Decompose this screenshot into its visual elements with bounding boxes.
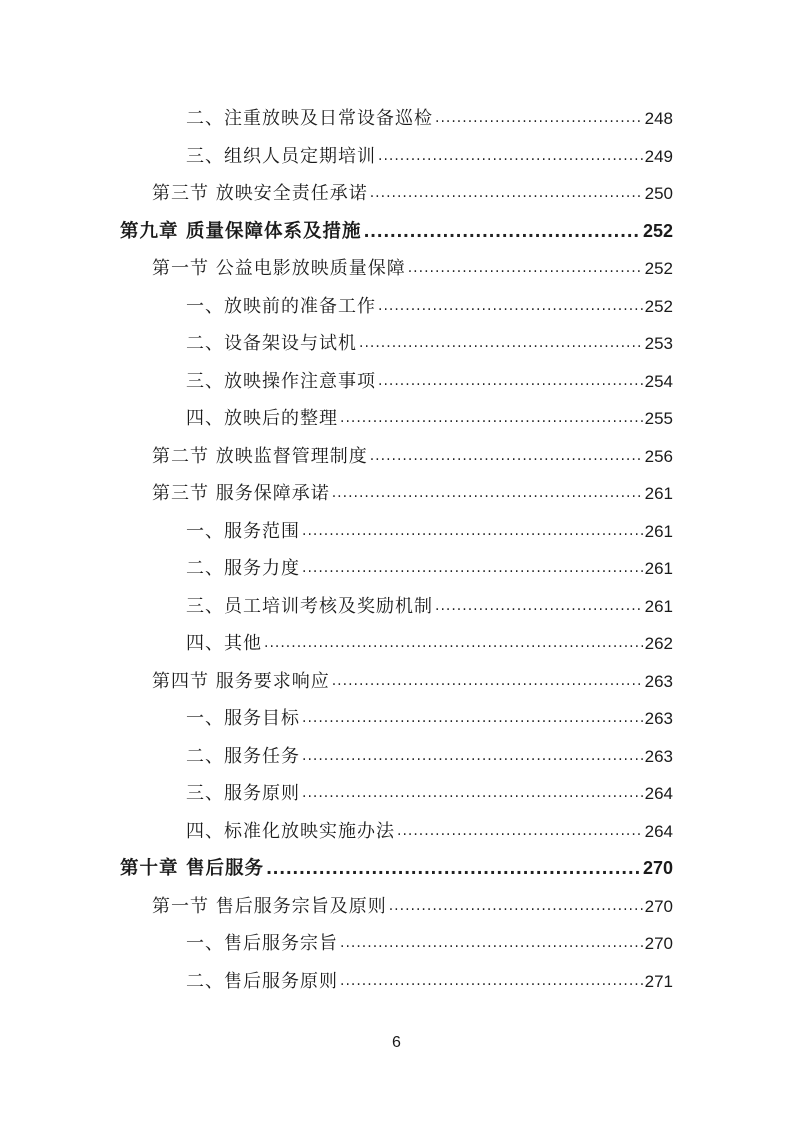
toc-entry-page: 248 [644, 109, 673, 128]
toc-entry-title: 一、服务目标 [186, 708, 300, 729]
toc-entry-title: 四、其他 [186, 633, 262, 654]
toc-dot-leader [370, 175, 643, 213]
toc-entry[interactable] [120, 588, 673, 626]
toc-section-entry[interactable] [120, 438, 673, 476]
toc-entry[interactable] [120, 325, 673, 363]
toc-section-entry[interactable] [120, 475, 673, 513]
toc-dot-leader [397, 813, 643, 851]
toc-chapter-entry[interactable] [120, 213, 673, 251]
toc-entry-page: 262 [644, 634, 673, 653]
toc-entry-title: 第三节 服务保障承诺 [152, 483, 330, 504]
toc-entry[interactable] [120, 100, 673, 138]
toc-entry-page: 252 [642, 220, 673, 241]
toc-entry[interactable] [120, 513, 673, 551]
toc-section-entry[interactable] [120, 175, 673, 213]
toc-entry-title: 一、服务范围 [186, 520, 300, 542]
toc-dot-leader [332, 663, 643, 701]
table-of-contents [120, 100, 673, 1000]
toc-entry-page: 255 [644, 409, 673, 428]
toc-entry-page: 263 [644, 746, 673, 766]
toc-section-entry[interactable] [120, 250, 673, 288]
toc-dot-leader [378, 138, 643, 176]
toc-entry-page: 263 [644, 709, 673, 728]
toc-dot-leader [370, 438, 643, 476]
toc-entry-page: 252 [644, 296, 673, 316]
toc-dot-leader [302, 738, 643, 776]
toc-dot-leader [378, 288, 643, 326]
toc-entry-title: 第十章 售后服务 [120, 858, 264, 879]
toc-entry-title: 三、员工培训考核及奖励机制 [186, 595, 433, 617]
toc-entry[interactable] [120, 700, 673, 738]
toc-entry-title: 第九章 质量保障体系及措施 [120, 220, 362, 242]
toc-section-entry[interactable] [120, 663, 673, 701]
toc-dot-leader [302, 513, 643, 551]
toc-entry-title: 第四节 服务要求响应 [152, 670, 330, 692]
toc-entry-title: 一、放映前的准备工作 [186, 295, 376, 317]
toc-entry-title: 第二节 放映监督管理制度 [152, 445, 368, 467]
toc-dot-leader [266, 850, 641, 888]
toc-dot-leader [408, 250, 643, 288]
toc-dot-leader [435, 588, 643, 626]
toc-entry-title: 二、注重放映及日常设备巡检 [186, 108, 433, 129]
toc-entry-title: 一、售后服务宗旨 [186, 933, 338, 954]
toc-entry-title: 四、标准化放映实施办法 [186, 820, 395, 842]
toc-entry-page: 249 [644, 146, 673, 166]
toc-entry-title: 二、服务力度 [186, 558, 300, 579]
toc-dot-leader [389, 888, 643, 926]
toc-entry-title: 二、服务任务 [186, 745, 300, 767]
toc-entry-page: 263 [644, 671, 673, 691]
toc-section-entry[interactable] [120, 888, 673, 926]
toc-entry[interactable] [120, 288, 673, 326]
toc-dot-leader [302, 775, 643, 813]
toc-dot-leader [340, 400, 643, 438]
toc-entry[interactable] [120, 550, 673, 588]
toc-entry-title: 二、售后服务原则 [186, 970, 338, 992]
toc-dot-leader [340, 925, 643, 963]
toc-entry-title: 三、服务原则 [186, 783, 300, 804]
toc-chapter-entry[interactable] [120, 850, 673, 888]
toc-entry[interactable] [120, 963, 673, 1001]
toc-entry[interactable] [120, 625, 673, 663]
toc-entry-page: 256 [644, 446, 673, 466]
toc-entry[interactable] [120, 925, 673, 963]
toc-entry-page: 254 [644, 371, 673, 391]
page-number: 6 [392, 1034, 401, 1051]
toc-entry[interactable] [120, 363, 673, 401]
toc-entry[interactable] [120, 775, 673, 813]
toc-entry-page: 253 [644, 334, 673, 353]
toc-entry-page: 261 [644, 559, 673, 578]
toc-dot-leader [359, 325, 643, 363]
toc-entry[interactable] [120, 138, 673, 176]
toc-entry-page: 250 [644, 184, 673, 203]
toc-dot-leader [378, 363, 643, 401]
toc-entry-title: 三、放映操作注意事项 [186, 370, 376, 392]
toc-entry[interactable] [120, 813, 673, 851]
toc-entry-page: 261 [644, 484, 673, 503]
toc-dot-leader [264, 625, 643, 663]
toc-entry-page: 271 [644, 971, 673, 991]
toc-dot-leader [302, 550, 643, 588]
toc-entry-title: 三、组织人员定期培训 [186, 145, 376, 167]
toc-entry-title: 第三节 放映安全责任承诺 [152, 183, 368, 204]
toc-entry-page: 261 [644, 596, 673, 616]
toc-entry-page: 270 [644, 896, 673, 916]
toc-entry-page: 270 [642, 858, 673, 878]
toc-entry-title: 四、放映后的整理 [186, 408, 338, 429]
toc-entry-page: 252 [644, 259, 673, 278]
toc-entry-page: 264 [644, 784, 673, 803]
toc-entry-title: 第一节 售后服务宗旨及原则 [152, 895, 387, 917]
toc-entry-page: 270 [644, 934, 673, 953]
toc-entry[interactable] [120, 400, 673, 438]
toc-dot-leader [340, 963, 643, 1001]
toc-dot-leader [435, 100, 643, 138]
toc-entry-title: 第一节 公益电影放映质量保障 [152, 258, 406, 279]
toc-dot-leader [363, 213, 641, 251]
toc-dot-leader [332, 475, 643, 513]
toc-entry-page: 264 [644, 821, 673, 841]
toc-entry-page: 261 [644, 521, 673, 541]
toc-dot-leader [302, 700, 643, 738]
toc-entry-title: 二、设备架设与试机 [186, 333, 357, 354]
toc-entry[interactable] [120, 738, 673, 776]
